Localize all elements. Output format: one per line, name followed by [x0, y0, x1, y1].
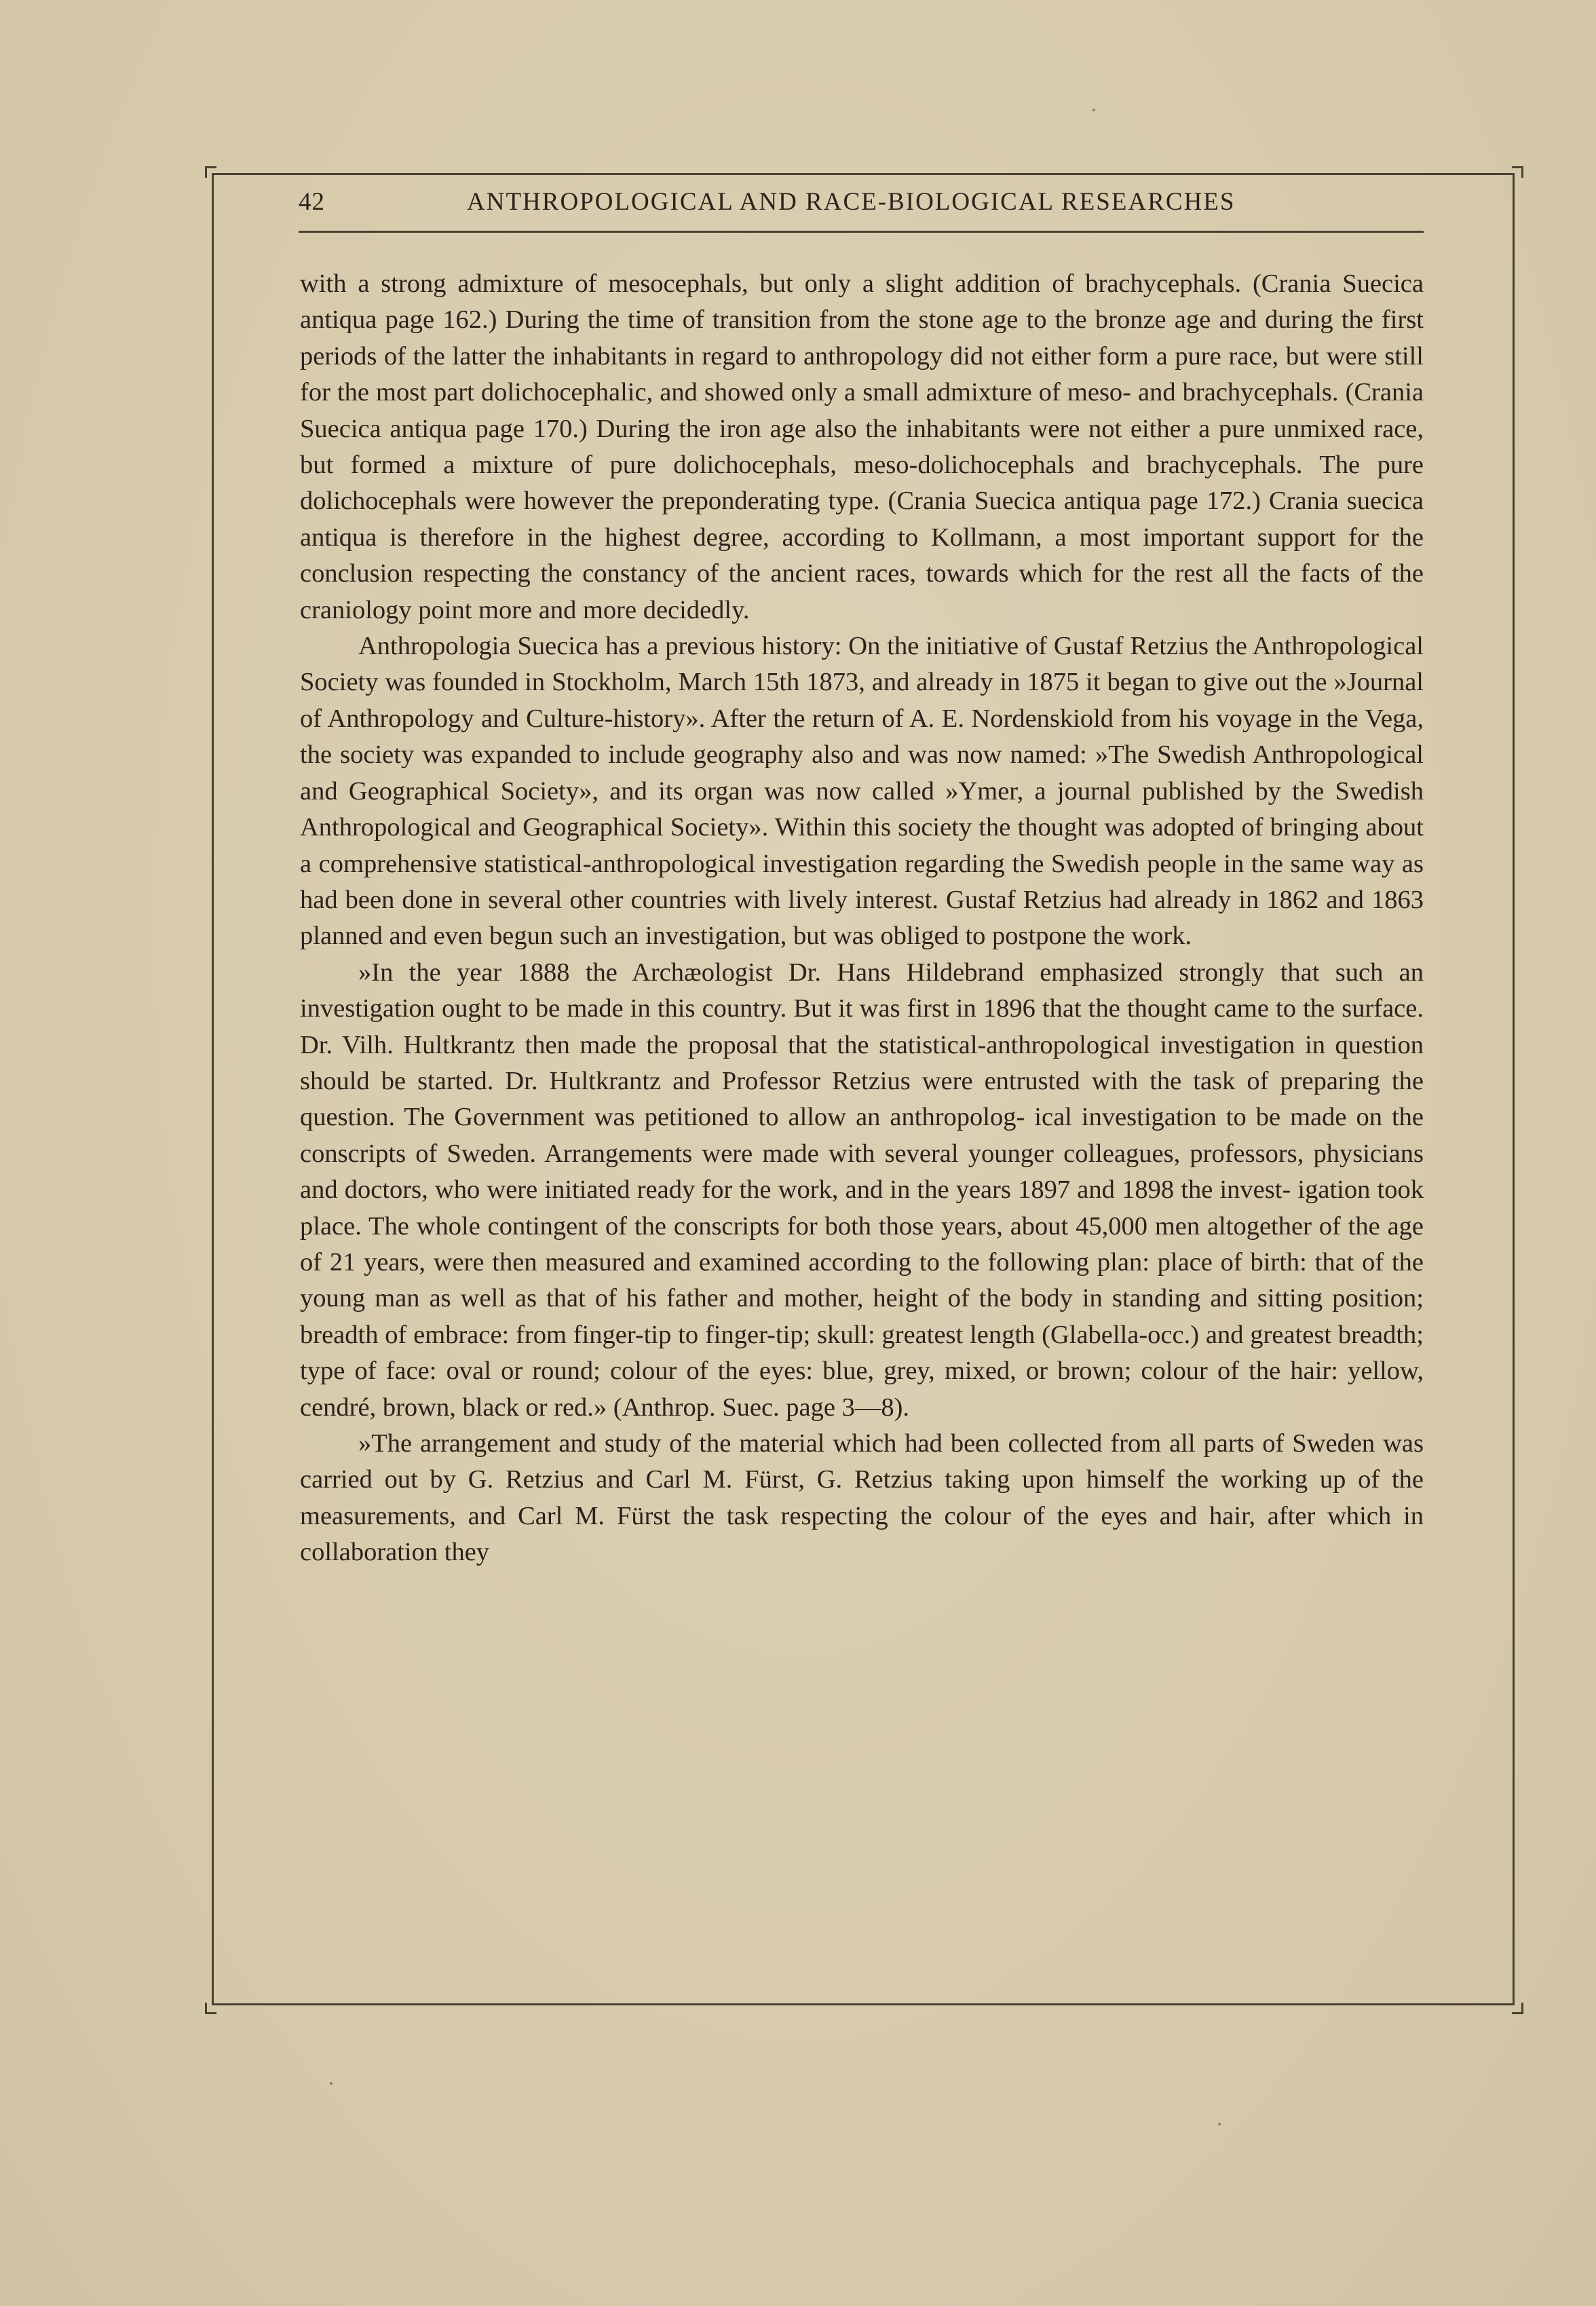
paper-speck: [1218, 2123, 1221, 2125]
paper-speck: [1092, 109, 1095, 111]
frame-corner-bottom-left: [205, 2003, 216, 2014]
running-head: ANTHROPOLOGICAL AND RACE-BIOLOGICAL RESEARCHES: [467, 188, 1236, 216]
frame-corner-bottom-right: [1512, 2003, 1523, 2014]
paper-speck: [330, 2082, 332, 2085]
paragraph-2: Anthropologia Suecica has a previous history: On the initiative of Gustaf Retzius the Anthropological Society was founded in Stockholm, March 15th 1873, and already in 1875 it began to give out the »Journal of Anthropology and Culture-history». After the return of A. E. Nordenskiold from his voyage in the Vega, the society was expanded to include geography also and was now named: »The Swedish Anthropological and Geographical Society», and its organ was now called »Ymer, a journal published by the Swedish Anthropological and Geographical Society». Within this society the thought was adopted of bringing about a comprehensive statistical-anthropological investigation regarding the Swedish people in the same way as had been done in several other countries with lively interest. Gustaf Retzius had already in 1862 and 1863 planned and even begun such an investigation, but was obliged to postpone the work.: [300, 632, 1424, 951]
body-text: [300, 266, 1424, 1571]
page-header: [299, 182, 1424, 233]
paragraph-4: »The arrangement and study of the material which had been collected from all parts of Sweden was carried out by G. Retzius and Carl M. Fürst, G. Retzius taking upon himself the working up of the measurements, and Carl M. Fürst the task respecting the colour of the eyes and hair, after which in collaboration they: [300, 1429, 1424, 1567]
paragraph-1: with a strong admixture of mesocephals, but only a slight addition of brachycephals. (Crania Suecica antiqua page 162.) During the time of transition from the stone age to the bronze age and during the first periods of the latter the inhabitants in regard to anthropology did not either form a pure race, but were still for the most part dolichocephalic, and showed only a small admixture of meso- and brachycephals. (Crania Suecica antiqua page 170.) During the iron age also the inhabitants were not either a pure unmixed race, but formed a mixture of pure dolichocephals, meso-dolichocephals and brachycephals. The pure dolichocephals were however the preponderating type. (Crania Suecica antiqua page 172.) Crania suecica antiqua is therefore in the highest degree, according to Kollmann, a most important support for the conclusion respecting the constancy of the ancient races, towards which for the rest all the facts of the craniology point more and more decidedly.: [300, 269, 1424, 624]
paragraph-3: »In the year 1888 the Archæologist Dr. Hans Hildebrand emphasized strongly that such an investigation ought to be made in this country. But it was first in 1896 that the thought came to the surface. Dr. Vilh. Hultkrantz then made the proposal that the statistical-anthropological investigation in question should be started. Dr. Hultkrantz and Professor Retzius were entrusted with the task of preparing the question. The Government was petitioned to allow an anthropolog- ical investigation to be made on the conscripts of Sweden. Arrangements were made with several younger colleagues, professors, physicians and doctors, who were initiated ready for the work, and in the years 1897 and 1898 the invest- igation took place. The whole contingent of the conscripts for both those years, about 45,000 men altogether of the age of 21 years, were then measured and examined according to the following plan: place of birth: that of the young man as well as that of his father and mother, height of the body in standing and sitting position; breadth of embrace: from finger-tip to finger-tip; skull: greatest length (Glabella-occ.) and greatest breadth; type of face: oval or round; colour of the eyes: blue, grey, mixed, or brown; colour of the hair: yellow, cendré, brown, black or red.» (Anthrop. Suec. page 3—8).: [300, 958, 1424, 1422]
page-number: 42: [299, 188, 325, 216]
frame-corner-top-right: [1512, 166, 1523, 178]
frame-corner-top-left: [205, 166, 216, 178]
